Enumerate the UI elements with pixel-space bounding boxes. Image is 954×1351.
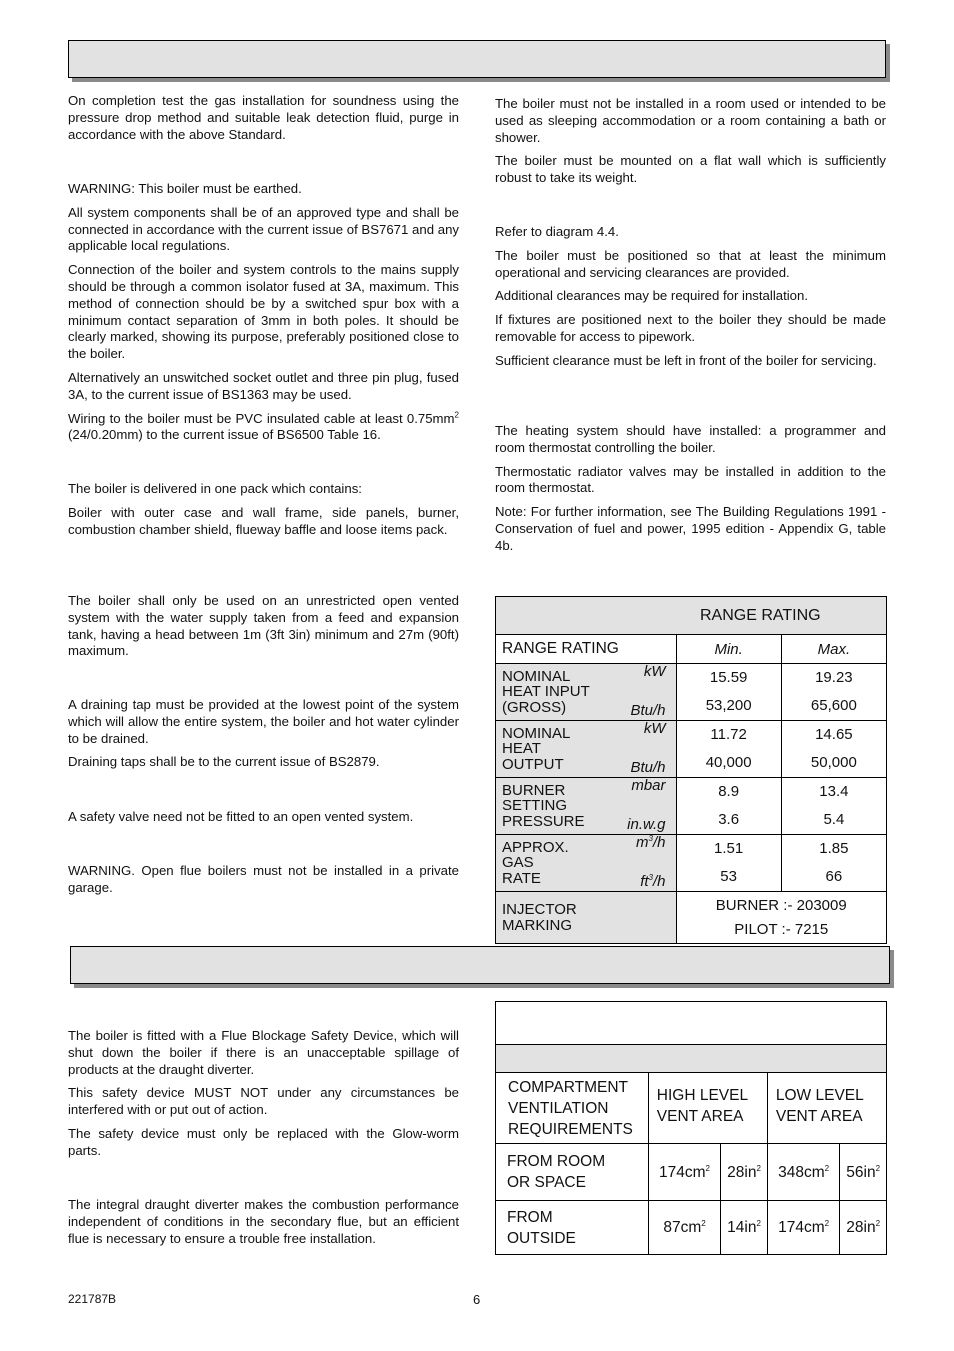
row-label-injector [496, 892, 677, 944]
ventilation-table [495, 1001, 887, 1255]
left-bottom-block [68, 1197, 459, 1247]
value: 15.59 [709, 669, 748, 686]
paragraph: The boiler must be positioned so that at least the minimum operational and servicing clearances are provided. [495, 247, 886, 280]
unit-label: in.w.g [627, 815, 666, 833]
label-line: SETTING [502, 797, 568, 815]
vent-value [648, 1144, 720, 1201]
range-table-title: RANGE RATING [700, 606, 821, 624]
label-line: RATE [502, 869, 541, 887]
label-line: OUTPUT [502, 755, 564, 773]
min-cell [676, 664, 781, 721]
unit-label [636, 835, 665, 851]
superscript: 2 [875, 1163, 881, 1173]
vent-value [767, 1144, 839, 1201]
range-rating-table [495, 596, 887, 944]
burner-marking: BURNER :- 203009 [715, 896, 847, 914]
high-level-header [648, 1073, 767, 1144]
label-line: REQUIREMENTS [508, 1120, 633, 1138]
value: 1.51 [714, 840, 744, 857]
low-level-header [767, 1073, 886, 1144]
unit-label: kW [643, 720, 666, 737]
value: 174cm [778, 1219, 825, 1236]
row-label-room [496, 1144, 649, 1201]
vent-value [840, 1201, 887, 1255]
unit-label: mbar [631, 777, 666, 794]
value: 14in [727, 1219, 757, 1236]
label-line: LOW LEVEL [775, 1087, 864, 1104]
label-line: OUTSIDE [507, 1229, 576, 1247]
max-cell [781, 835, 886, 892]
superscript: 2 [756, 1218, 761, 1228]
paragraph: If fixtures are positioned next to the boiler they should be made removable for access to pipework. [495, 312, 886, 344]
row-label-heat-input [496, 664, 677, 721]
label-line: VENT AREA [656, 1108, 744, 1125]
paragraph: Note: For further information, see The Building Regulations 1991 - Conservation of fuel and power, 1995 edition - Appendix G, table 4b. [495, 504, 886, 553]
right-text-block [495, 224, 886, 370]
vent-value [721, 1201, 768, 1255]
left-text-column [68, 93, 459, 143]
vent-shaded-row [496, 1045, 887, 1073]
label-line: GAS [502, 854, 534, 872]
row-label-burner-pressure [496, 778, 677, 835]
paragraph: Connection of the boiler and system controls to the mains supply should be through a common isolator fused at 3A, maximum. This method of connection should be by a switched spur box with a minimum contact separation of 3mm in both poles. It should be clearly marked, showing its purpose, preferably positioned close to the boiler. [68, 262, 459, 362]
label-line: OR SPACE [507, 1174, 586, 1191]
label-line: FROM ROOM [507, 1153, 606, 1170]
max-cell [781, 664, 886, 721]
superscript: 3 [648, 834, 653, 843]
label-line: VENTILATION [508, 1099, 609, 1117]
col-min-header: Min. [676, 635, 781, 664]
paragraph: Refer to diagram 4.4. [495, 224, 619, 239]
value: 66 [825, 868, 843, 885]
paragraph: On completion test the gas installation for soundness using the pressure drop method and suitable leak detection fluid, purge in accordance with the above Standard. [68, 93, 459, 142]
paragraph: The safety device must only be replaced with the Glow-worm parts. [68, 1125, 459, 1158]
min-cell [676, 721, 781, 778]
vent-title-cell [496, 1002, 887, 1045]
paragraph: The heating system should have installed: a programmer and room thermostat controlling the boiler. [495, 423, 886, 455]
value: 50,000 [810, 754, 857, 771]
section-header-bar-2 [70, 946, 890, 984]
left-bottom-block [68, 1028, 459, 1160]
label-line: COMPARTMENT [508, 1078, 628, 1096]
value: 28in [846, 1219, 876, 1236]
superscript: 2 [756, 1163, 761, 1173]
label-line: NOMINAL [502, 667, 571, 685]
right-text-block [495, 423, 886, 555]
paragraph: The boiler is delivered in one pack which contains: [68, 481, 362, 496]
superscript: 2 [824, 1163, 830, 1173]
req-label-cell [496, 1073, 649, 1144]
superscript: 2 [454, 410, 459, 420]
range-header-label: RANGE RATING [496, 635, 677, 664]
paragraph: The integral draught diverter makes the combustion performance independent of conditions in the secondary flue, but an efficient flue is necessary to ensure a trouble free installation. [68, 1197, 459, 1246]
superscript: 2 [705, 1163, 710, 1173]
unit-label: Btu/h [630, 758, 666, 776]
section-header-bar-1 [68, 40, 886, 78]
vent-value [840, 1144, 887, 1201]
text: (24/0.20mm) to the current issue of BS6500 Table 16. [68, 427, 381, 443]
value: 19.23 [815, 669, 853, 686]
paragraph: A draining tap must be provided at the lowest point of the system which will allow the entire system, the boiler and hot water cylinder to be drained. [68, 697, 459, 746]
paragraph: Draining taps shall be to the current issue of BS2879. [68, 754, 380, 770]
left-text-block [68, 863, 459, 897]
page-number: 6 [473, 1292, 481, 1307]
paragraph [68, 411, 459, 445]
paragraph: The boiler shall only be used on an unrestricted open vented system with the water supply taken from a feed and expansion tank, having a head between 1m (3ft 3in) minimum and 27m (90ft) maximum. [68, 593, 459, 659]
max-cell [781, 778, 886, 835]
label-line: HEAT INPUT [502, 683, 590, 701]
value: 53 [720, 868, 737, 885]
value: 1.85 [819, 840, 849, 857]
paragraph: All system components shall be of an approved type and shall be connected in accordance with the current issue of BS7671 and any applicable local regulations. [68, 204, 459, 254]
paragraph: Additional clearances may be required for installation. [495, 288, 809, 304]
value: 53,200 [705, 697, 752, 714]
value: 56in [846, 1163, 876, 1181]
label-line: INJECTOR [502, 901, 577, 918]
row-label-gas-rate [496, 835, 677, 892]
label-line: VENT AREA [775, 1108, 863, 1125]
pilot-marking: PILOT :- 7215 [734, 920, 829, 938]
label-line: (GROSS) [502, 698, 567, 716]
paragraph: A safety valve need not be fitted to an open vented system. [68, 809, 414, 824]
value: 348cm [778, 1163, 825, 1181]
vent-value [648, 1201, 720, 1255]
warning-earthed: WARNING: This boiler must be earthed. [68, 181, 302, 196]
right-text-block [495, 96, 886, 187]
value: 40,000 [705, 754, 752, 771]
label-line: HEAT [502, 740, 541, 758]
paragraph: Sufficient clearance must be left in front of the boiler for servicing. [495, 352, 877, 368]
left-text-block [68, 181, 459, 444]
superscript: 2 [701, 1218, 706, 1228]
value: 8.9 [718, 783, 740, 800]
value: 14.65 [815, 726, 853, 743]
value: 87cm [663, 1219, 702, 1236]
paragraph: The boiler must be mounted on a flat wall which is sufficiently robust to take its weight. [495, 153, 886, 186]
value: 3.6 [718, 811, 740, 828]
paragraph: Alternatively an unswitched socket outlet and three pin plug, fused 3A, to the current issue of BS1363 may be used. [68, 369, 459, 402]
label-line: NOMINAL [502, 724, 571, 742]
paragraph: Boiler with outer case and wall frame, side panels, burner, combustion chamber shield, flueway baffle and loose items pack. [68, 504, 459, 537]
superscript: 2 [824, 1218, 830, 1228]
left-text-block [68, 481, 459, 538]
paragraph: The boiler is fitted with a Flue Blockage Safety Device, which will shut down the boiler if there is an unacceptable spillage of products at the draught diverter. [68, 1028, 459, 1077]
label-line: BURNER [502, 781, 566, 799]
text: Wiring to the boiler must be PVC insulated cable at least 0.75mm [68, 410, 455, 426]
value: 13.4 [819, 783, 849, 800]
min-cell [676, 835, 781, 892]
vent-value [721, 1144, 768, 1201]
document-code: 221787B [68, 1292, 117, 1306]
label-line: PRESSURE [502, 812, 585, 830]
value: 65,600 [810, 697, 857, 714]
row-label-heat-output [496, 721, 677, 778]
unit-tail: /h [653, 834, 666, 851]
max-cell [781, 721, 886, 778]
unit-tail: /h [653, 872, 666, 890]
range-table-title-cell [496, 597, 887, 635]
paragraph: This safety device MUST NOT under any circumstances be interfered with or put out of action. [68, 1085, 459, 1118]
unit-label: Btu/h [630, 701, 666, 719]
col-max-header: Max. [781, 635, 886, 664]
left-text-block [68, 809, 459, 826]
unit-base: m [636, 834, 649, 851]
superscript: 3 [648, 872, 653, 882]
min-cell [676, 778, 781, 835]
superscript: 2 [875, 1218, 881, 1228]
left-text-block [68, 593, 459, 660]
row-label-outside [496, 1201, 649, 1255]
label-line: HIGH LEVEL [656, 1087, 749, 1104]
label-line: MARKING [502, 916, 573, 934]
value: 5.4 [823, 811, 845, 828]
unit-label [640, 874, 665, 890]
unit-base: ft [640, 872, 649, 890]
value: 28in [727, 1163, 757, 1181]
label-line: APPROX. [502, 838, 569, 856]
warning-garage: WARNING. Open flue boilers must not be installed in a private garage. [68, 863, 459, 895]
left-text-block [68, 697, 459, 771]
unit-label: kW [643, 663, 666, 680]
value: 174cm [659, 1163, 706, 1181]
vent-value [767, 1201, 839, 1255]
value: 11.72 [710, 726, 747, 743]
label-line: FROM [507, 1208, 553, 1226]
paragraph: The boiler must not be installed in a room used or intended to be used as sleeping accommodation or a room containing a bath or shower. [495, 96, 886, 145]
injector-values [676, 892, 886, 944]
paragraph: Thermostatic radiator valves may be installed in addition to the room thermostat. [495, 463, 886, 496]
